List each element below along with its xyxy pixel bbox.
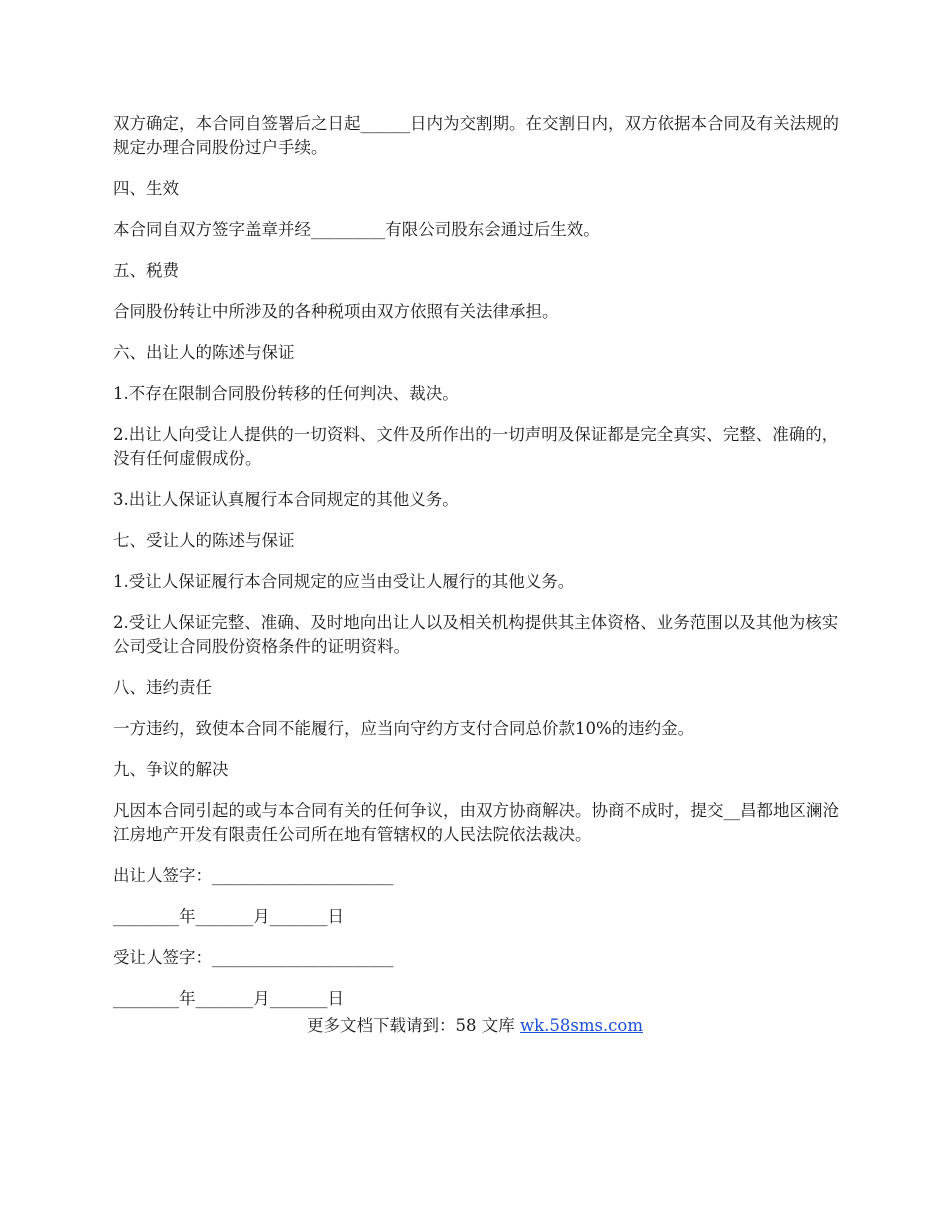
footer-prefix: 更多文档下载请到：58 文库 <box>306 1016 520 1035</box>
download-footer <box>0 1014 950 1038</box>
section-heading-transferor-warranties: 六、出让人的陈述与保证 <box>113 343 295 362</box>
transferee-date-line: ________年_______月_______日 <box>113 989 344 1008</box>
delivery-period-clause: 双方确定，本合同自签署后之日起______日内为交割期。在交割日内，双方依据本合同及有关法规的规定办理合同股份过户手续。 <box>113 114 839 157</box>
footer-link[interactable]: wk.58sms.com <box>519 1016 643 1035</box>
disputes-clause: 凡因本合同引起的或与本合同有关的任何争议，由双方协商解决。协商不成时，提交__昌都地区澜沧江房地产开发有限责任公司所在地有管辖权的人民法院依法裁决。 <box>113 801 839 844</box>
transferor-warranty-2: 2.出让人向受让人提供的一切资料、文件及所作出的一切声明及保证都是完全真实、完整、准确的，没有任何虚假成份。 <box>113 425 839 468</box>
section-heading-taxes: 五、税费 <box>113 261 179 280</box>
section-heading-transferee-warranties: 七、受让人的陈述与保证 <box>113 531 295 550</box>
transferee-signature-line: 受让人签字：______________________ <box>113 948 394 967</box>
taxes-clause: 合同股份转让中所涉及的各种税项由双方依照有关法律承担。 <box>113 302 559 321</box>
section-heading-disputes: 九、争议的解决 <box>113 760 229 779</box>
breach-clause: 一方违约，致使本合同不能履行，应当向守约方支付合同总价款10%的违约金。 <box>113 719 695 738</box>
transferor-signature-line: 出让人签字：______________________ <box>113 866 394 885</box>
transferee-warranty-2: 2.受让人保证完整、准确、及时地向出让人以及相关机构提供其主体资格、业务范围以及其他为核实公司受让合同股份资格条件的证明资料。 <box>113 613 839 656</box>
effectiveness-clause: 本合同自双方签字盖章并经_________有限公司股东会通过后生效。 <box>113 220 600 239</box>
contract-body <box>113 112 843 1028</box>
section-heading-effectiveness: 四、生效 <box>113 179 179 198</box>
transferee-warranty-1: 1.受让人保证履行本合同规定的应当由受让人履行的其他义务。 <box>113 572 575 591</box>
transferor-date-line: ________年_______月_______日 <box>113 907 344 926</box>
section-heading-breach: 八、违约责任 <box>113 678 212 697</box>
transferor-warranty-1: 1.不存在限制合同股份转移的任何判决、裁决。 <box>113 384 459 403</box>
transferor-warranty-3: 3.出让人保证认真履行本合同规定的其他义务。 <box>113 490 459 509</box>
